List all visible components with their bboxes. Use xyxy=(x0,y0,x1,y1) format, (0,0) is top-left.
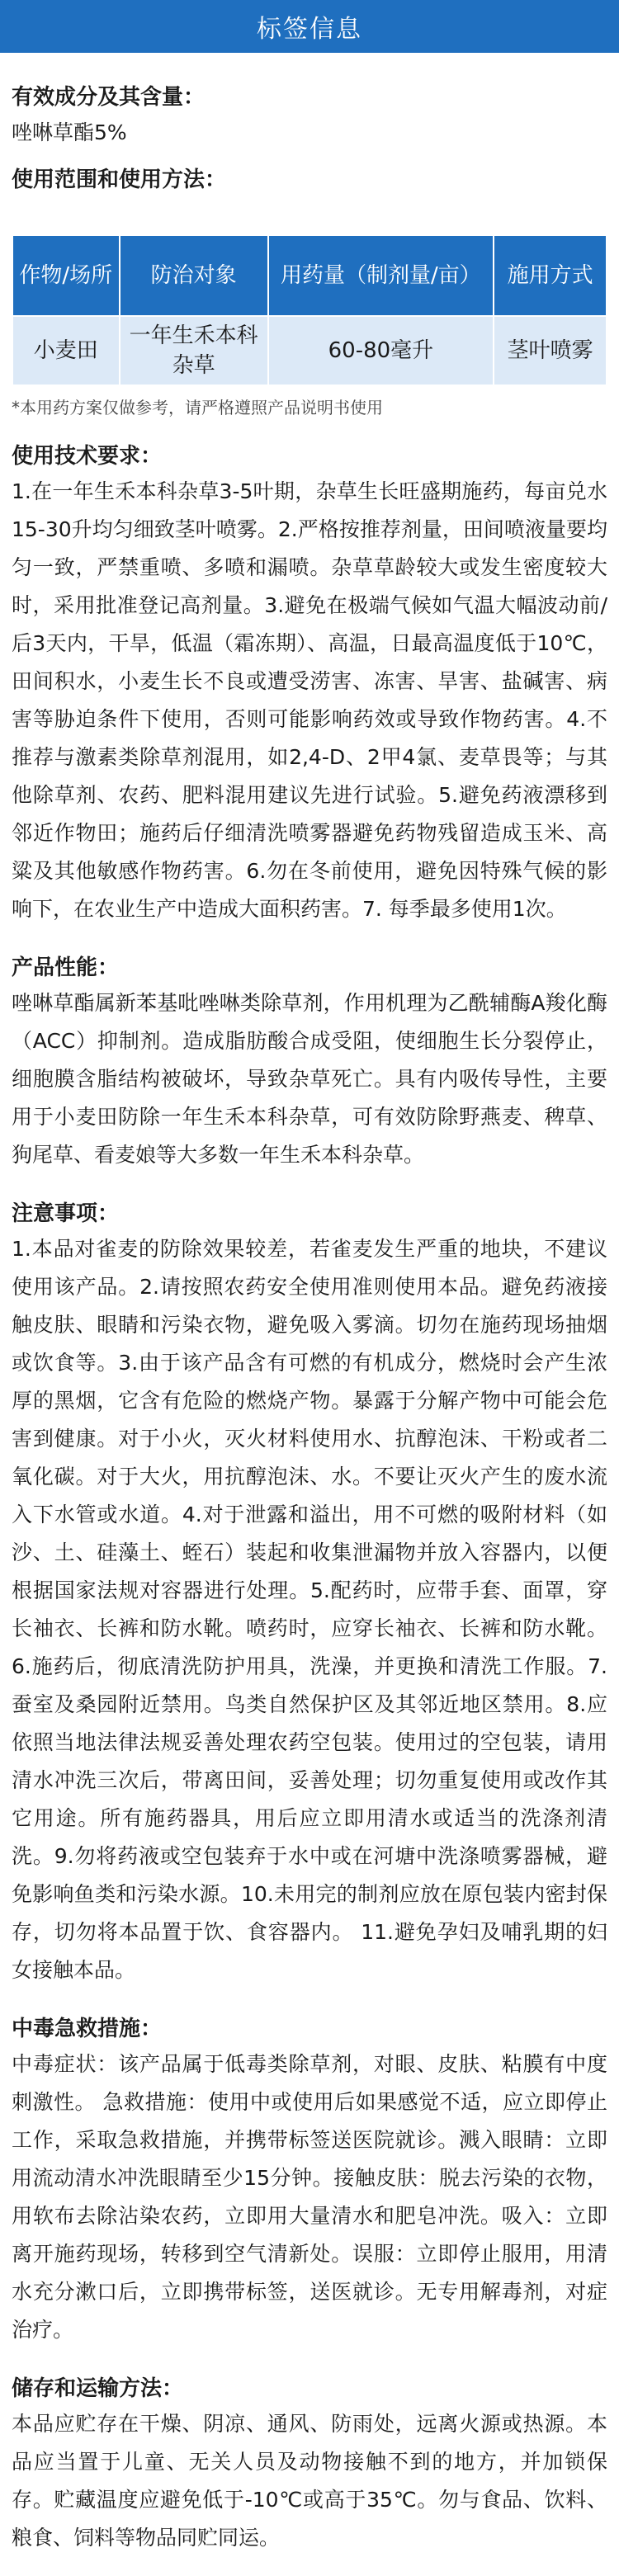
notes-title: 注意事项： xyxy=(12,1201,120,1226)
notes-body: 1.本品对雀麦的防除效果较差，若雀麦发生严重的地块，不建议使用该产品。2.请按照农药安全使用准则使用本品。避免药液接触皮肤、眼睛和污染衣物，避免吸入雾滴。切勿在施药现场抽烟或饮食等。3.由于该产品含有可燃的有机成分，燃烧时会产生浓厚的黑烟，它含有危险的燃烧产物。暴露于分解产物中可能会危害到健康。对于小火，灭火材料使用水、抗醇泡沫、干粉或者二氧化碳。对于大火，用抗醇泡沫、水。不要让灭火产生的废水流入下水管或水道。4.对于泄露和溢出，用不可燃的吸附材料（如沙、土、硅藻土、蛭石）装起和收集泄漏物并放入容器内，以便根据国家法规对容器进行处理。5.配药时，应带手套、面罩，穿长袖衣、长裤和防水靴。喷药时，应穿长袖衣、长裤和防水靴。6.施药后，彻底清洗防护用具，洗澡，并更换和清洗工作服。7.蚕室及桑园附近禁用。鸟类自然保护区及其邻近地区禁用。8.应依照当地法律法规妥善处理农药空包装。使用过的空包装，请用清水冲洗三次后，带离田间，妥善处理；切勿重复使用或改作其它用途。所有施药器具，用后应立即用清水或适当的洗涤剂清洗。9.勿将药液或空包装弃于水中或在河塘中洗涤喷雾器械，避免影响鱼类和污染水源。10.未用完的制剂应放在原包装内密封保存，切勿将本品置于饮、食容器内。 11.避免孕妇及哺乳期的妇女接触本品。 xyxy=(12,1237,607,1982)
table-header-method: 施用方式 xyxy=(494,235,607,316)
ingredient-body: 唑啉草酯5% xyxy=(12,120,127,144)
table-header-row xyxy=(12,235,607,316)
table-cell-target: 一年生禾本科杂草 xyxy=(120,316,268,385)
table-header-target: 防治对象 xyxy=(120,235,268,316)
storage-body: 本品应贮存在干燥、阴凉、通风、防雨处，远离火源或热源。本品应当置于儿童、无关人员及动物接触不到的地方，并加锁保存。贮藏温度应避免低于-10℃或高于35℃。勿与食品、饮料、粮食、饲料等物品同贮同运。 xyxy=(12,2412,607,2550)
dosage-table xyxy=(12,234,607,386)
table-row xyxy=(12,316,607,385)
tech-title: 使用技术要求： xyxy=(12,444,163,469)
usage-scope-title: 使用范围和使用方法： xyxy=(12,167,227,192)
tech-body: 1.在一年生禾本科杂草3-5叶期，杂草生长旺盛期施药，每亩兑水15-30升均匀细致茎叶喷雾。2.严格按推荐剂量，田间喷液量要均匀一致，严禁重喷、多喷和漏喷。杂草草龄较大或发生密度较大时，采用批准登记高剂量。3.避免在极端气候如气温大幅波动前/后3天内，干旱，低温（霜冻期）、高温，日最高温度低于10℃，田间积水，小麦生长不良或遭受涝害、冻害、旱害、盐碱害、病害等胁迫条件下使用，否则可能影响药效或导致作物药害。4.不推荐与激素类除草剂混用，如2,4-D、2甲4氯、麦草畏等；与其他除草剂、农药、肥料混用建议先进行试验。5.避免药液漂移到邻近作物田；施药后仔细清洗喷雾器避免药物残留造成玉米、高粱及其他敏感作物药害。6.勿在冬前使用，避免因特殊气候的影响下，在农业生产中造成大面积药害。7. 每季最多使用1次。 xyxy=(12,479,607,921)
table-footnote: *本用药方案仅做参考，请严格遵照产品说明书使用 xyxy=(12,398,383,418)
ingredient-title: 有效成分及其含量： xyxy=(12,85,206,110)
table-header-dosage: 用药量（制剂量/亩） xyxy=(268,235,494,316)
first-aid-title: 中毒急救措施： xyxy=(12,2017,163,2041)
table-cell-method: 茎叶喷雾 xyxy=(494,316,607,385)
first-aid-body: 中毒症状：该产品属于低毒类除草剂，对眼、皮肤、粘膜有中度刺激性。 急救措施：使用中或使用后如果感觉不适，应立即停止工作，采取急救措施，并携带标签送医院就诊。溅入眼睛：立即用流动清水冲洗眼睛至少15分钟。接触皮肤：脱去污染的衣物，用软布去除沾染农药，立即用大量清水和肥皂冲洗。吸入：立即离开施药现场，转移到空气清新处。误服：立即停止服用，用清水充分漱口后，立即携带标签，送医就诊。无专用解毒剂，对症治疗。 xyxy=(12,2052,607,2342)
content xyxy=(0,53,619,2557)
header-bar xyxy=(0,0,619,53)
table-cell-crop: 小麦田 xyxy=(12,316,120,385)
table-header-crop: 作物/场所 xyxy=(12,235,120,316)
table-cell-dosage: 60-80毫升 xyxy=(268,316,494,385)
performance-title: 产品性能： xyxy=(12,955,120,980)
performance-body: 唑啉草酯属新苯基吡唑啉类除草剂，作用机理为乙酰辅酶A羧化酶（ACC）抑制剂。造成脂肪酸合成受阻，使细胞生长分裂停止，细胞膜含脂结构被破坏，导致杂草死亡。具有内吸传导性，主要用于小麦田防除一年生禾本科杂草，可有效防除野燕麦、稗草、狗尾草、看麦娘等大多数一年生禾本科杂草。 xyxy=(12,991,607,1167)
header-title: 标签信息 xyxy=(257,15,362,44)
storage-title: 储存和运输方法： xyxy=(12,2376,184,2401)
